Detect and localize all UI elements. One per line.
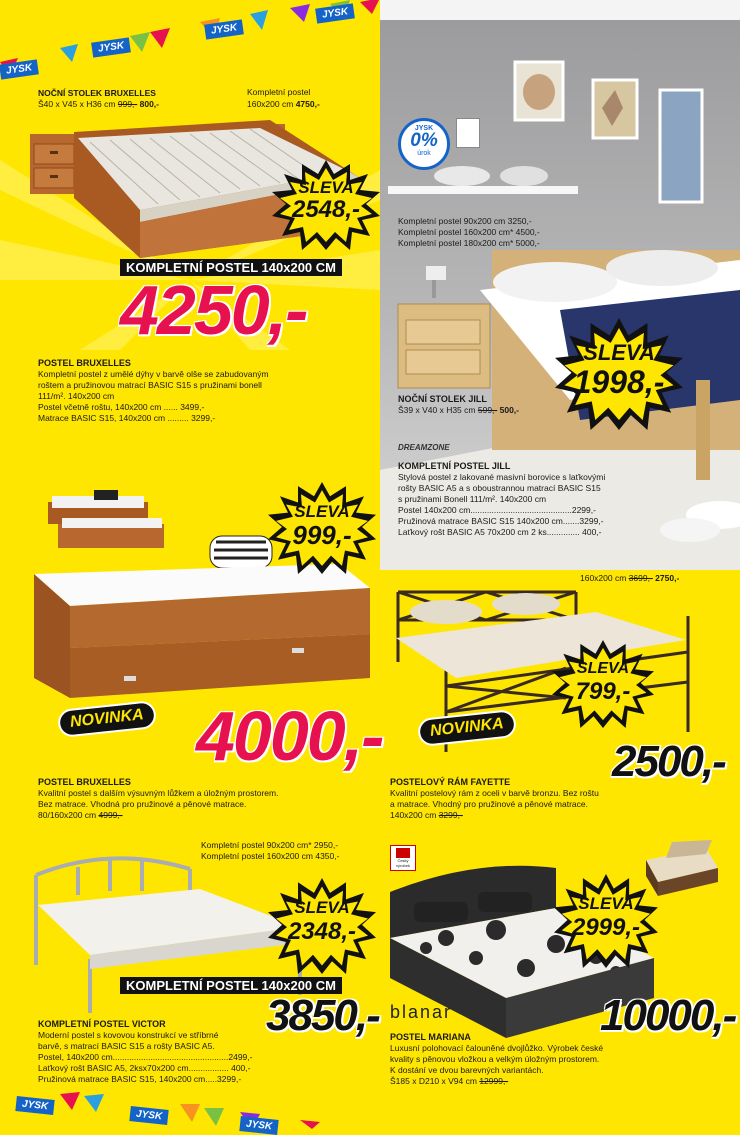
p3-desc: Kvalitní postel s dalším výsuvným lůžkem a úložným prostorem. Bez matrace. Vhodná pro pružinové a pěnové matrace. 80/160x200 cm 4999,- xyxy=(38,788,279,820)
p4-big-price: 2500,- xyxy=(612,737,725,786)
p2-price-list: Kompletní postel 90x200 cm 3250,- Kompletní postel 160x200 cm* 4500,- Kompletní postel 180x200 cm* 5000,- xyxy=(398,216,540,248)
p4-title: POSTELOVÝ RÁM FAYETTE xyxy=(390,777,511,787)
badge-bottom: úrok xyxy=(417,150,431,157)
jysk-logo: JYSK xyxy=(315,3,355,23)
sleva-label: SLEVA xyxy=(576,660,630,677)
sleva-price: 999,- xyxy=(292,520,352,550)
jysk-logo: JYSK xyxy=(129,1106,168,1125)
p1-komplet-price: 160x200 cm 4750,- xyxy=(247,99,320,109)
p4-top-price: 160x200 cm 3699,- 2750,- xyxy=(580,573,680,583)
dreamzone-logo: DREAMZONE xyxy=(398,443,450,452)
p4-desc: Kvalitní postelový rám z oceli v barvě bronzu. Bez roštu a matrace. Vhodný pro pružinové a pěnové matrace. 140x200 cm 3299,- xyxy=(390,788,599,820)
jysk-logo: JYSK xyxy=(0,59,39,79)
jysk-logo: JYSK xyxy=(91,37,131,57)
p1-desc: Kompletní postel z umělé dýhy v barvě olše se zabudovaným roštem a pružinovou matrací BASIC S15 s pružinami bonell 111/m². 140x200 cm Postel včetně roštu, 140x200 cm ...... 3499,- Matrace BASIC S15, 140x200 cm ......... 3299,- xyxy=(38,369,269,423)
sleva-price: 799,- xyxy=(575,678,631,705)
p2-stolek-title: NOČNÍ STOLEK JILL xyxy=(398,394,487,404)
p1-big-price: 4250,- xyxy=(120,271,307,349)
p6-title: POSTEL MARIANA xyxy=(390,1032,471,1042)
p3-big-price: 4000,- xyxy=(196,697,383,775)
jysk-logo: JYSK xyxy=(239,1116,278,1135)
p1-title: POSTEL BRUXELLES xyxy=(38,358,131,368)
p1-stolek-price: Š40 x V45 x H36 cm 999,- 800,- xyxy=(38,99,159,109)
p1-banner: KOMPLETNÍ POSTEL 140x200 CM xyxy=(120,259,342,276)
p1-komplet-label: Kompletní postel xyxy=(247,87,311,97)
p5-price-list: Kompletní postel 90x200 cm* 2950,- Kompletní postel 160x200 cm 4350,- xyxy=(201,840,340,861)
jysk-logo: JYSK xyxy=(15,1096,54,1115)
p3-title: POSTEL BRUXELLES xyxy=(38,777,131,787)
badge-top: JYSK xyxy=(414,125,434,132)
p5-desc: Moderní postel s kovovou konstrukcí ve stříbrné barvě, s matrací BASIC S15 a rošty BASIC A5. Postel, 140x200 cm.................................................2499,- Laťkový rošt BASIC A5, 2ksx70x200 cm................. 400,- Pružinová matrace BASIC S15, 140x200 cm.....3299,- xyxy=(38,1030,253,1084)
p2-sleva-star xyxy=(555,318,683,430)
sleva-label: SLEVA xyxy=(298,178,354,197)
p5-banner: KOMPLETNÍ POSTEL 140x200 CM xyxy=(120,977,342,994)
sleva-price: 2348,- xyxy=(287,918,357,945)
p1-stolek-title: NOČNÍ STOLEK BRUXELLES xyxy=(38,88,156,98)
czech-label: Český výrobek xyxy=(395,858,410,868)
bunting-bottom xyxy=(0,1082,380,1129)
sleva-label: SLEVA xyxy=(294,898,350,917)
p6-big-price: 10000,- xyxy=(600,991,736,1040)
p3-sleva-star xyxy=(268,482,376,574)
novinka-badge: NOVINKA xyxy=(57,700,157,738)
p5-sleva-star xyxy=(268,878,376,974)
p2-stolek-price: Š39 x V40 x H35 cm 599,- 500,- xyxy=(398,405,519,415)
p6-desc: Luxusní polohovací čalouněné dvojlůžko. Výrobek české kvality s pěnovou vložkou a velkým úložným prostorem. K dostání ve dvou barevných variantách. Š185 x D210 x V94 cm 12999,- xyxy=(390,1043,604,1086)
novinka-badge: NOVINKA xyxy=(417,709,517,747)
p6-sleva-star xyxy=(554,874,658,968)
zero-percent-badge xyxy=(398,118,450,170)
sleva-label: SLEVA xyxy=(578,894,634,913)
sleva-price: 2999,- xyxy=(571,914,641,941)
p2-desc: Stylová postel z lakované masivní borovice s laťkovými rošty BASIC A5 a s oboustrannou matrací BASIC S15 s pružinami Bonell 111/m². 140x200 cm Postel 140x200 cm...........................................2299,- Pružinová matrace BASIC S15 140x200 cm.......3299,- Laťkový rošt BASIC A5 70x200 cm 2 ks.............. 400,- xyxy=(398,472,606,537)
sleva-label: SLEVA xyxy=(294,502,350,521)
sleva-label: SLEVA xyxy=(583,340,655,365)
p5-title: KOMPLETNÍ POSTEL VICTOR xyxy=(38,1019,166,1029)
p1-sleva-star xyxy=(272,160,380,250)
p4-sleva-star xyxy=(552,640,654,728)
badge-pct: 0% xyxy=(410,130,438,151)
sleva-price: 2548,- xyxy=(291,196,361,223)
info-card-icon xyxy=(456,118,480,148)
jysk-logo: JYSK xyxy=(204,19,244,39)
sleva-price: 1998,- xyxy=(573,364,665,400)
p5-big-price: 3850,- xyxy=(266,991,379,1040)
blanar-logo: blanar xyxy=(390,1002,453,1022)
p2-title: KOMPLETNÍ POSTEL JILL xyxy=(398,461,511,471)
